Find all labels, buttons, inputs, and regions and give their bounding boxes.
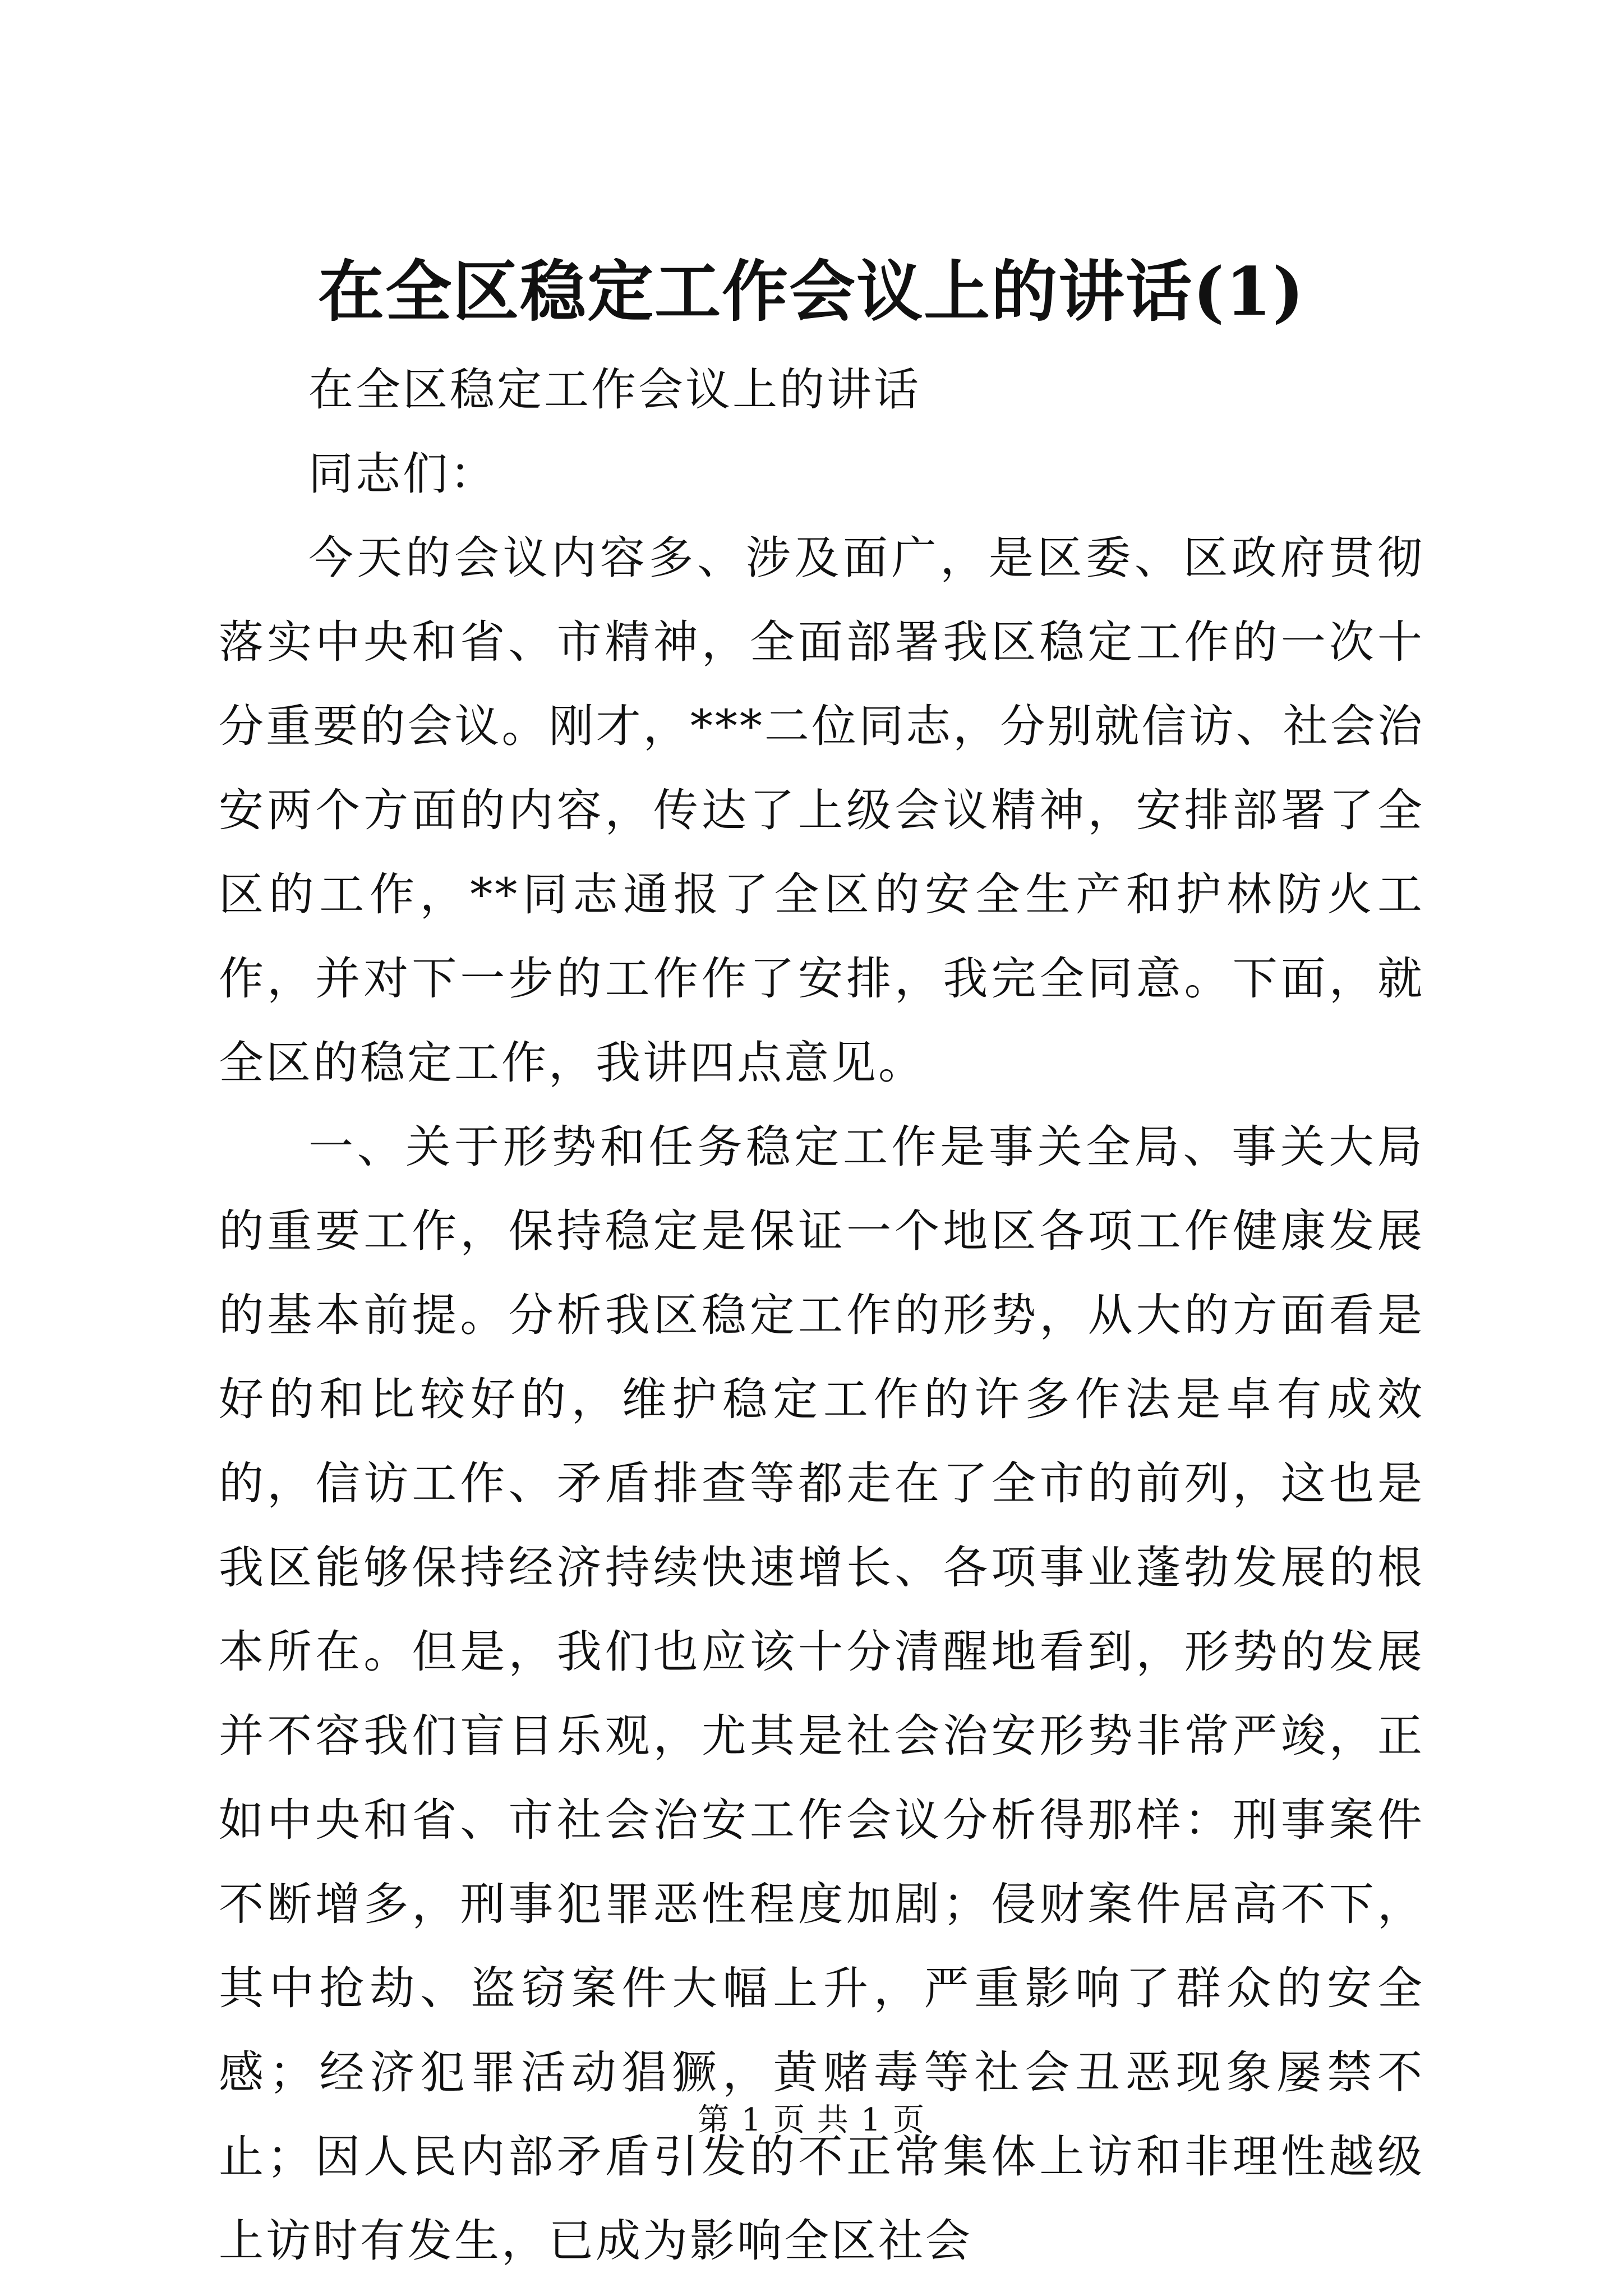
- document-body: [219, 348, 1424, 2283]
- speech-subtitle: 在全区稳定工作会议上的讲话: [308, 364, 921, 416]
- page-footer: 第 1 页 共 1 页: [697, 2102, 926, 2138]
- document-title: 在全区稳定工作会议上的讲话(1): [318, 252, 1305, 330]
- salutation: 同志们：: [308, 448, 497, 500]
- body-paragraph: 一、关于形势和任务稳定工作是事关全局、事关大局的重要工作，保持稳定是保证一个地区各项工作健康发展的基本前提。分析我区稳定工作的形势，从大的方面看是好的和比较好的，维护稳定工作的许多作法是卓有成效的，信访工作、矛盾排查等都走在了全市的前列，这也是我区能够保持经济持续快速增长、各项事业蓬勃发展的根本所在。但是，我们也应该十分清醒地看到，形势的发展并不容我们盲目乐观，尤其是社会治安形势非常严竣，正如中央和省、市社会治安工作会议分析得那样：刑事案件不断增多，刑事犯罪恶性程度加剧；侵财案件居高不下，其中抢劫、盗窃案件大幅上升，严重影响了群众的安全感；经济犯罪活动猖獗，黄赌毒等社会丑恶现象屡禁不止；因人民内部矛盾引发的不正常集体上访和非理性越级上访时有发生，已成为影响全区社会: [219, 1121, 1424, 2267]
- body-paragraph: 今天的会议内容多、涉及面广，是区委、区政府贯彻落实中央和省、市精神，全面部署我区稳定工作的一次十分重要的会议。刚才，***二位同志，分别就信访、社会治安两个方面的内容，传达了上级会议精神，安排部署了全区的工作，**同志通报了全区的安全生产和护林防火工作，并对下一步的工作作了安排，我完全同意。下面，就全区的稳定工作，我讲四点意见。: [219, 532, 1424, 1089]
